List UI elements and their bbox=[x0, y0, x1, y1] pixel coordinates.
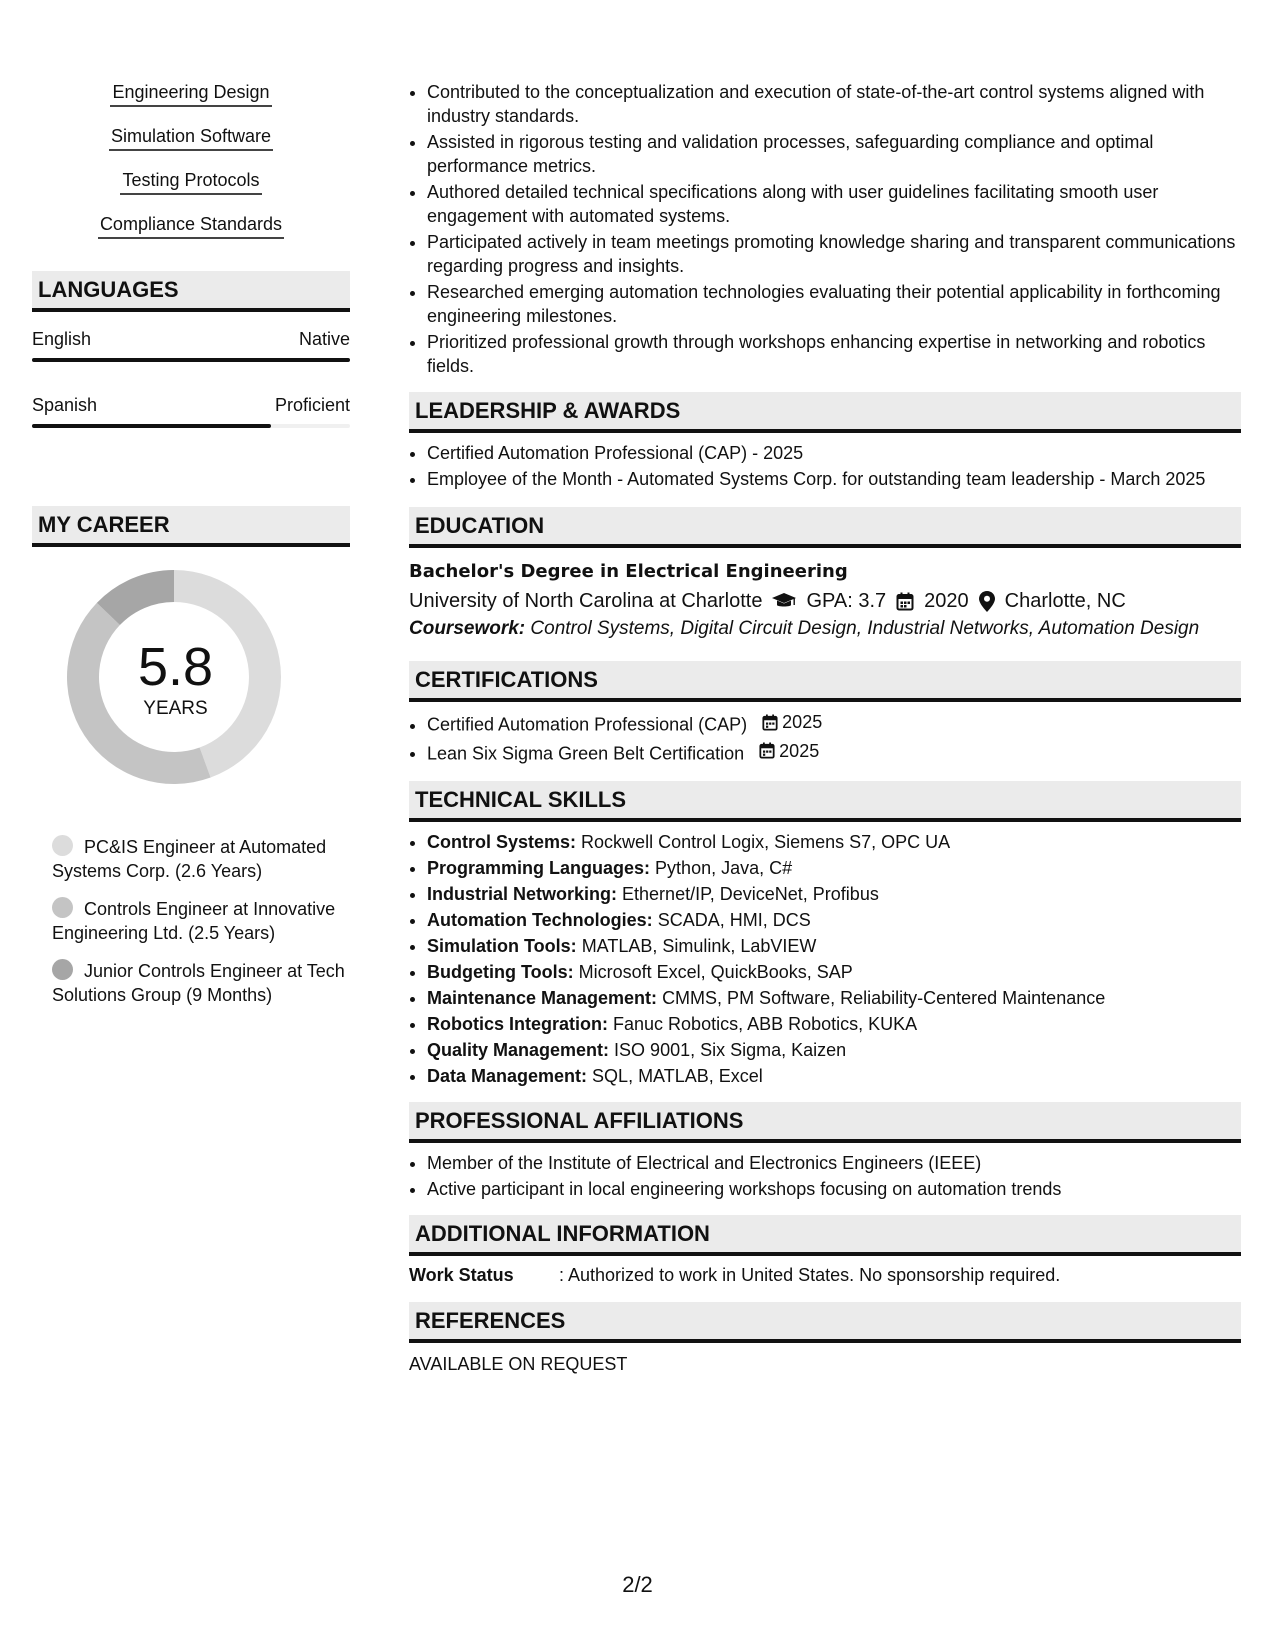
calendar-icon bbox=[762, 714, 778, 731]
list-item: • Lean Six Sigma Green Belt Certification 2025 bbox=[427, 739, 1241, 766]
skill-value: Python, Java, C# bbox=[655, 858, 793, 878]
list-item: • Prioritized professional growth through workshops enhancing expertise in networking and robotics fields. bbox=[427, 330, 1241, 378]
skill-item: Compliance Standards bbox=[32, 212, 350, 239]
leadership-list bbox=[409, 441, 1241, 491]
coursework bbox=[409, 616, 1241, 641]
skill-item: Engineering Design bbox=[32, 80, 350, 107]
school-name: University of North Carolina at Charlotte bbox=[409, 590, 763, 612]
language-level: Native bbox=[298, 329, 350, 349]
career-total-unit: YEARS bbox=[143, 698, 208, 719]
skill-value: MATLAB, Simulink, LabVIEW bbox=[581, 936, 817, 956]
skill-label: Quality Management: bbox=[427, 1040, 610, 1060]
experience-bullets bbox=[409, 80, 1241, 378]
skill-value: Ethernet/IP, DeviceNet, Profibus bbox=[622, 884, 879, 904]
skill-label: Maintenance Management: bbox=[427, 988, 658, 1008]
list-item: • Participated actively in team meetings promoting knowledge sharing and transparent communications regarding progress and insights. bbox=[427, 230, 1241, 278]
additional-info-heading: ADDITIONAL INFORMATION bbox=[409, 1215, 1241, 1256]
list-item: • Certified Automation Professional (CAP) - 2025 bbox=[427, 441, 1241, 465]
skill-value: SCADA, HMI, DCS bbox=[657, 910, 811, 930]
skill-row bbox=[427, 856, 1241, 880]
skill-value: CMMS, PM Software, Reliability-Centered Maintenance bbox=[662, 988, 1106, 1008]
skill-row bbox=[427, 934, 1241, 958]
language-spanish bbox=[32, 394, 350, 428]
page-number: 2/2 bbox=[622, 1572, 653, 1597]
skill-row bbox=[427, 1064, 1241, 1088]
calendar-icon bbox=[759, 742, 775, 759]
language-bar bbox=[32, 424, 350, 428]
legend-item: Controls Engineer at Innovative Engineering Ltd. (2.5 Years) bbox=[52, 899, 336, 943]
career-heading: MY CAREER bbox=[32, 506, 350, 547]
skill-label: Control Systems: bbox=[427, 832, 577, 852]
list-item: • Authored detailed technical specifications along with user guidelines facilitating smooth user engagement with automated systems. bbox=[427, 180, 1241, 228]
leadership-heading: LEADERSHIP & AWARDS bbox=[409, 392, 1241, 433]
skill-row bbox=[427, 986, 1241, 1010]
career-legend bbox=[32, 835, 350, 1007]
right-column bbox=[409, 80, 1241, 1377]
list-item: • Assisted in rigorous testing and validation processes, safeguarding compliance and optimal performance metrics. bbox=[427, 130, 1241, 178]
skill-label: Robotics Integration: bbox=[427, 1014, 608, 1034]
skill-label: Data Management: bbox=[427, 1066, 588, 1086]
skill-label: Simulation Tools: bbox=[427, 936, 577, 956]
affiliations-list bbox=[409, 1151, 1241, 1201]
skill-label: Industrial Networking: bbox=[427, 884, 618, 904]
degree-title: Bachelor's Degree in Electrical Engineering bbox=[409, 561, 848, 582]
technical-skills-list bbox=[409, 830, 1241, 1088]
skill-value: Rockwell Control Logix, Siemens S7, OPC UA bbox=[581, 832, 951, 852]
skill-row bbox=[427, 882, 1241, 906]
skill-label: Budgeting Tools: bbox=[427, 962, 574, 982]
legend-item: Junior Controls Engineer at Tech Solutions Group (9 Months) bbox=[52, 961, 345, 1005]
work-status-row bbox=[409, 1262, 1241, 1288]
skill-row bbox=[427, 908, 1241, 932]
legend-dot bbox=[52, 835, 73, 856]
skill-item: Simulation Software bbox=[32, 124, 350, 151]
list-item: • Employee of the Month - Automated Systems Corp. for outstanding team leadership - March 2025 bbox=[427, 467, 1241, 491]
technical-skills-heading: TECHNICAL SKILLS bbox=[409, 781, 1241, 822]
references-heading: REFERENCES bbox=[409, 1302, 1241, 1343]
legend-dot bbox=[52, 897, 73, 918]
skills-list bbox=[32, 80, 350, 239]
location-pin-icon bbox=[979, 591, 995, 612]
skill-row bbox=[427, 1012, 1241, 1036]
career-donut bbox=[32, 567, 350, 817]
skill-label: Programming Languages: bbox=[427, 858, 651, 878]
education-heading: EDUCATION bbox=[409, 507, 1241, 548]
certifications-list bbox=[409, 710, 1241, 765]
skill-value: SQL, MATLAB, Excel bbox=[592, 1066, 763, 1086]
list-item: • Researched emerging automation technologies evaluating their potential applicability in forthcoming engineering milestones. bbox=[427, 280, 1241, 328]
gpa: GPA: 3.7 bbox=[806, 590, 887, 612]
list-item: • Active participant in local engineering workshops focusing on automation trends bbox=[427, 1177, 1241, 1201]
skill-value: Microsoft Excel, QuickBooks, SAP bbox=[578, 962, 853, 982]
list-item: • Certified Automation Professional (CAP) 2025 bbox=[427, 710, 1241, 737]
language-name: Spanish bbox=[32, 395, 98, 415]
list-item: • Contributed to the conceptualization and execution of state-of-the-art control systems aligned with industry standards. bbox=[427, 80, 1241, 128]
skill-item: Testing Protocols bbox=[32, 168, 350, 195]
skill-label: Automation Technologies: bbox=[427, 910, 653, 930]
languages-heading: LANGUAGES bbox=[32, 271, 350, 312]
graduation-cap-icon bbox=[772, 592, 796, 610]
career-total-value: 5.8 bbox=[137, 637, 214, 697]
graduation-year: 2020 bbox=[924, 590, 969, 612]
language-level: Proficient bbox=[274, 395, 350, 415]
left-column bbox=[32, 80, 350, 1021]
skill-value: Fanuc Robotics, ABB Robotics, KUKA bbox=[613, 1014, 918, 1034]
list-item: • Member of the Institute of Electrical and Electronics Engineers (IEEE) bbox=[427, 1151, 1241, 1175]
references-text: AVAILABLE ON REQUEST bbox=[409, 1354, 628, 1374]
language-english bbox=[32, 328, 350, 362]
work-status-value: : Authorized to work in United States. No sponsorship required. bbox=[559, 1265, 1061, 1285]
coursework-label: Coursework: bbox=[409, 618, 526, 639]
language-bar bbox=[32, 358, 350, 362]
skill-row bbox=[427, 1038, 1241, 1062]
calendar-icon bbox=[896, 592, 914, 611]
skill-row bbox=[427, 830, 1241, 854]
work-status-label: Work Status bbox=[409, 1265, 514, 1285]
skill-value: ISO 9001, Six Sigma, Kaizen bbox=[614, 1040, 847, 1060]
school-location: Charlotte, NC bbox=[1004, 590, 1126, 612]
certifications-heading: CERTIFICATIONS bbox=[409, 661, 1241, 702]
affiliations-heading: PROFESSIONAL AFFILIATIONS bbox=[409, 1102, 1241, 1143]
skill-row bbox=[427, 960, 1241, 984]
legend-dot bbox=[52, 959, 73, 980]
language-name: English bbox=[32, 329, 92, 349]
education-details bbox=[409, 586, 1241, 616]
coursework-text: Control Systems, Digital Circuit Design, Industrial Networks, Automation Design bbox=[530, 618, 1200, 639]
legend-item: PC&IS Engineer at Automated Systems Corp. (2.6 Years) bbox=[52, 837, 327, 881]
